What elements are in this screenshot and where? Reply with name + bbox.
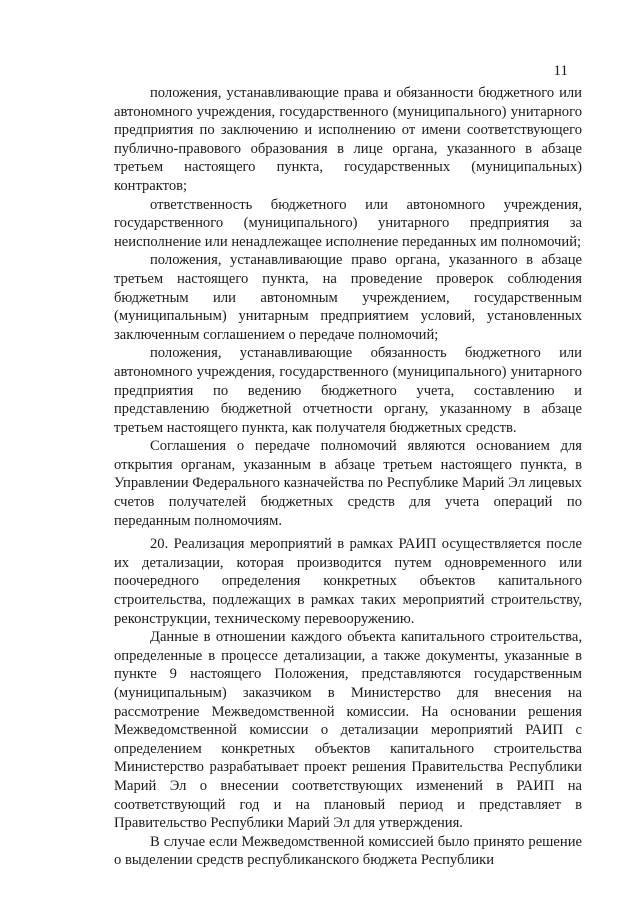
- document-body: [114, 84, 582, 870]
- paragraph-responsibility: ответственность бюджетного или автономного учреждения, государственного (муниципального) унитарного предприятия за неисполнение или ненадлежащее исполнение переданных им полномочий;: [114, 196, 582, 250]
- paragraph-item-20: 20. Реализация мероприятий в рамках РАИП осуществляется после их детализации, которая производится путем одновременного или поочередного определения конкретных объектов капитального строительства, подлежащих в рамках таких мероприятий строительству, реконструкции, техническому перевооружению.: [114, 536, 582, 627]
- paragraph-accounting-obligation: положения, устанавливающие обязанность бюджетного или автономного учреждения, государственного (муниципального) унитарного предприятия по ведению бюджетного учета, составлению и представлению бюджетной отчетности органу, указанному в абзаце третьем настоящего пункта, как получателя бюджетных средств.: [114, 345, 582, 436]
- paragraph-inspection-right: положения, устанавливающие право органа, указанного в абзаце третьем настоящего пункта, на проведение проверок соблюдения бюджетным или автономным учреждением, государственным (муниципальным) унитарным предприятием условий, установленных заключенным соглашением о передаче полномочий;: [114, 252, 582, 343]
- paragraph-rights-obligations: положения, устанавливающие права и обязанности бюджетного или автономного учреждения, государственного (муниципального) унитарного предприятия по заключению и исполнению от имени соответствующего публично-правового образования в лице органа, указанного в абзаце третьем настоящего пункта, государственных (муниципальных) контрактов;: [114, 85, 582, 194]
- paragraph-agreements-basis: Соглашения о передаче полномочий являются основанием для открытия органам, указанным в абзаце третьем настоящего пункта, в Управлении Федерального казначейства по Республике Марий Эл лицевых счетов получателей бюджетных средств для учета операций по переданным полномочиям.: [114, 438, 582, 529]
- paragraph-commission-decision: В случае если Межведомственной комиссией было принято решение о выделении средств республиканского бюджета Республики: [114, 833, 582, 869]
- page-number: 11: [553, 63, 568, 79]
- paragraph-detailing-data: Данные в отношении каждого объекта капитального строительства, определенные в процессе детализации, а также документы, указанные в пункте 9 настоящего Положения, представляются государственным (муниципальным) заказчиком в Министерство для внесения на рассмотрение Межведомственной комиссии. На основании решения Межведомственной комиссии о детализации мероприятий РАИП с определением конкретных объектов капитального строительства Министерство разрабатывает проект решения Правительства Республики Марий Эл о внесении соответствующих изменений в РАИП на соответствующий год и на плановый период и представляет в Правительство Республики Марий Эл для утверждения.: [114, 629, 582, 832]
